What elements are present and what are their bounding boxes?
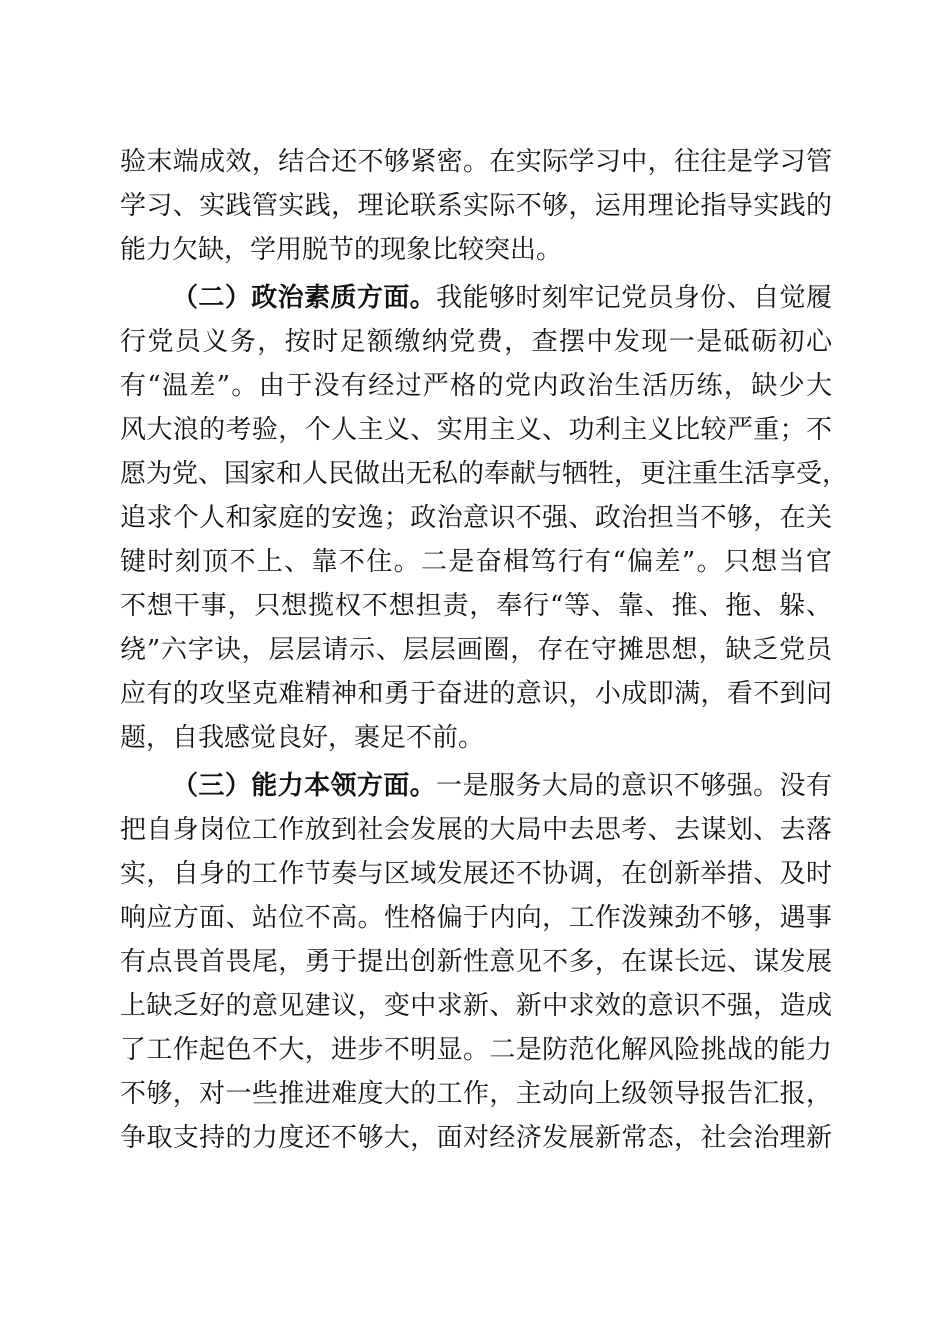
text-line: 争取支持的力度还不够大，面对经济发展新常态，社会治理新 bbox=[120, 1123, 832, 1153]
text-line: 风大浪的考验，个人主义、实用主义、功利主义比较严重；不 bbox=[120, 415, 832, 445]
text-line: 有点畏首畏尾，勇于提出创新性意见不多，在谋长远、谋发展 bbox=[120, 947, 832, 977]
text-line-continuation: 我能够时刻牢记党员身份、自觉履 bbox=[436, 283, 832, 313]
text-line: 绕”六字诀，层层请示、层层画圈，存在守摊思想，缺乏党员 bbox=[120, 635, 832, 665]
text-line: 题，自我感觉良好，裹足不前。 bbox=[120, 723, 485, 753]
text-line-continuation: 一是服务大局的意识不够强。没有 bbox=[436, 771, 832, 801]
section-heading-political: （二）政治素质方面。 bbox=[172, 283, 437, 313]
text-line: 了工作起色不大，进步不明显。二是防范化解风险挑战的能力 bbox=[120, 1035, 832, 1065]
text-line: 行党员义务，按时足额缴纳党费，查摆中发现一是砥砺初心 bbox=[120, 327, 832, 357]
text-line: 不想干事，只想揽权不想担责，奉行“等、靠、推、拖、躲、 bbox=[120, 591, 832, 621]
paragraph-2-line-1 bbox=[172, 276, 832, 320]
text-line: 不够，对一些推进难度大的工作，主动向上级领导报告汇报， bbox=[120, 1079, 832, 1109]
text-line: 响应方面、站位不高。性格偏于内向，工作泼辣劲不够，遇事 bbox=[120, 903, 832, 933]
paragraph-3-line-1 bbox=[172, 764, 832, 808]
text-line: 把自身岗位工作放到社会发展的大局中去思考、去谋划、去落 bbox=[120, 815, 832, 845]
text-line: 追求个人和家庭的安逸；政治意识不强、政治担当不够，在关 bbox=[120, 503, 832, 533]
text-line: 上缺乏好的意见建议，变中求新、新中求效的意识不强，造成 bbox=[120, 991, 832, 1021]
text-line: 验末端成效，结合还不够紧密。在实际学习中，往往是学习管 bbox=[120, 147, 832, 177]
text-line: 能力欠缺，学用脱节的现象比较突出。 bbox=[120, 235, 563, 265]
text-line: 学习、实践管实践，理论联系实际不够，运用理论指导实践的 bbox=[120, 191, 832, 221]
text-line: 键时刻顶不上、靠不住。二是奋楫笃行有“偏差”。只想当官 bbox=[120, 547, 832, 577]
section-heading-ability: （三）能力本领方面。 bbox=[172, 771, 437, 801]
text-line: 应有的攻坚克难精神和勇于奋进的意识，小成即满，看不到问 bbox=[120, 679, 832, 709]
text-line: 实，自身的工作节奏与区域发展还不协调，在创新举措、及时 bbox=[120, 859, 832, 889]
text-line: 有“温差”。由于没有经过严格的党内政治生活历练，缺少大 bbox=[120, 371, 832, 401]
text-line: 愿为党、国家和人民做出无私的奉献与牺牲，更注重生活享受， bbox=[120, 459, 849, 489]
